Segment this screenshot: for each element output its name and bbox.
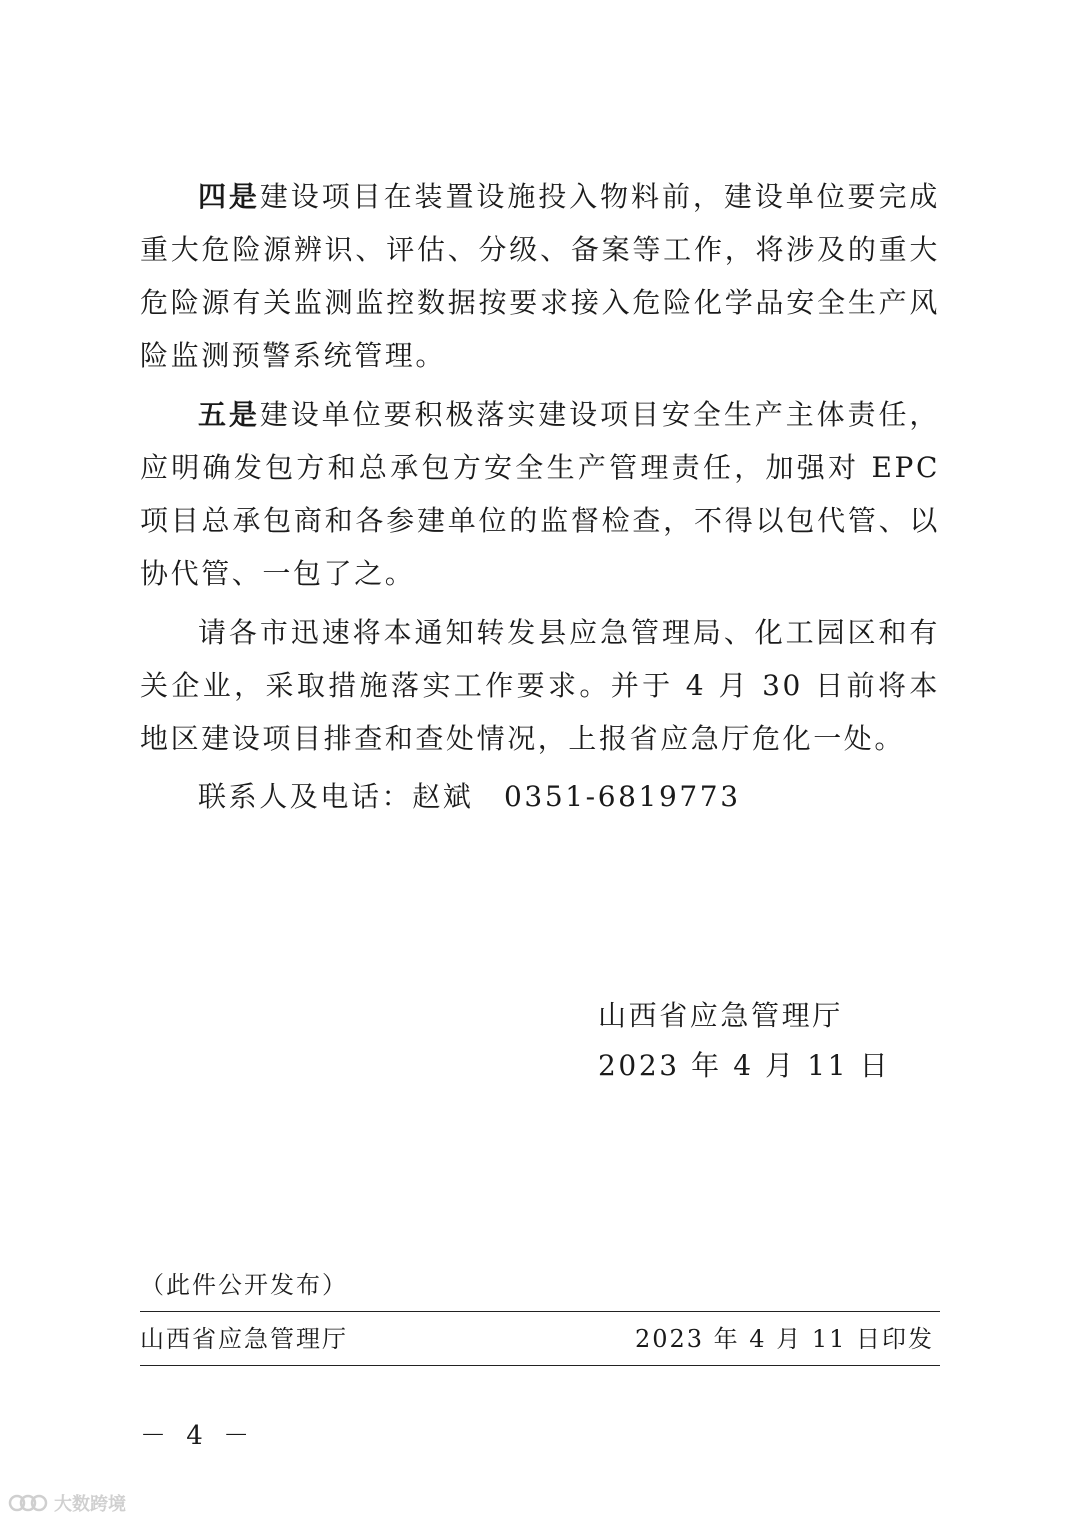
signature-date: 2023 年 4 月 11 日 [598, 1049, 891, 1082]
paragraph-text: 建设单位要积极落实建设项目安全生产主体责任，应明确发包方和总承包方安全生产管理责任，加强对 EPC 项目总承包商和各参建单位的监督检查，不得以包代管、以协代管、一包了之。 [140, 398, 941, 590]
signature-org: 山西省应急管理厅 [598, 999, 843, 1032]
footer-bottom-rule [140, 1365, 940, 1366]
watermark [8, 1490, 126, 1516]
footer-issuer: 山西省应急管理厅 [140, 1325, 348, 1353]
watermark-text: 大数跨境 [54, 1494, 126, 1515]
paragraph-contact [140, 770, 940, 823]
paragraph-request [140, 606, 940, 765]
contact-text: 联系人及电话：赵斌 0351-6819773 [198, 780, 741, 813]
paragraph-point-five [140, 388, 940, 600]
brand-logo-icon [8, 1492, 48, 1514]
paragraph-lead: 五是 [198, 398, 260, 431]
public-release-note: （此件公开发布） [140, 1271, 348, 1299]
footer-issue-date: 2023 年 4 月 11 日印发 [634, 1325, 934, 1353]
page-number: － 4 － [140, 1421, 256, 1451]
paragraph-lead: 四是 [198, 180, 260, 213]
paragraph-text: 请各市迅速将本通知转发县应急管理局、化工园区和有关企业，采取措施落实工作要求。并于 4 月 30 日前将本地区建设项目排查和查处情况，上报省应急厅危化一处。 [140, 616, 940, 755]
footer-top-rule [140, 1311, 940, 1312]
paragraph-point-four [140, 170, 940, 382]
paragraph-text: 建设项目在装置设施投入物料前，建设单位要完成重大危险源辨识、评估、分级、备案等工作，将涉及的重大危险源有关监测监控数据按要求接入危险化学品安全生产风险监测预警系统管理。 [140, 180, 941, 372]
